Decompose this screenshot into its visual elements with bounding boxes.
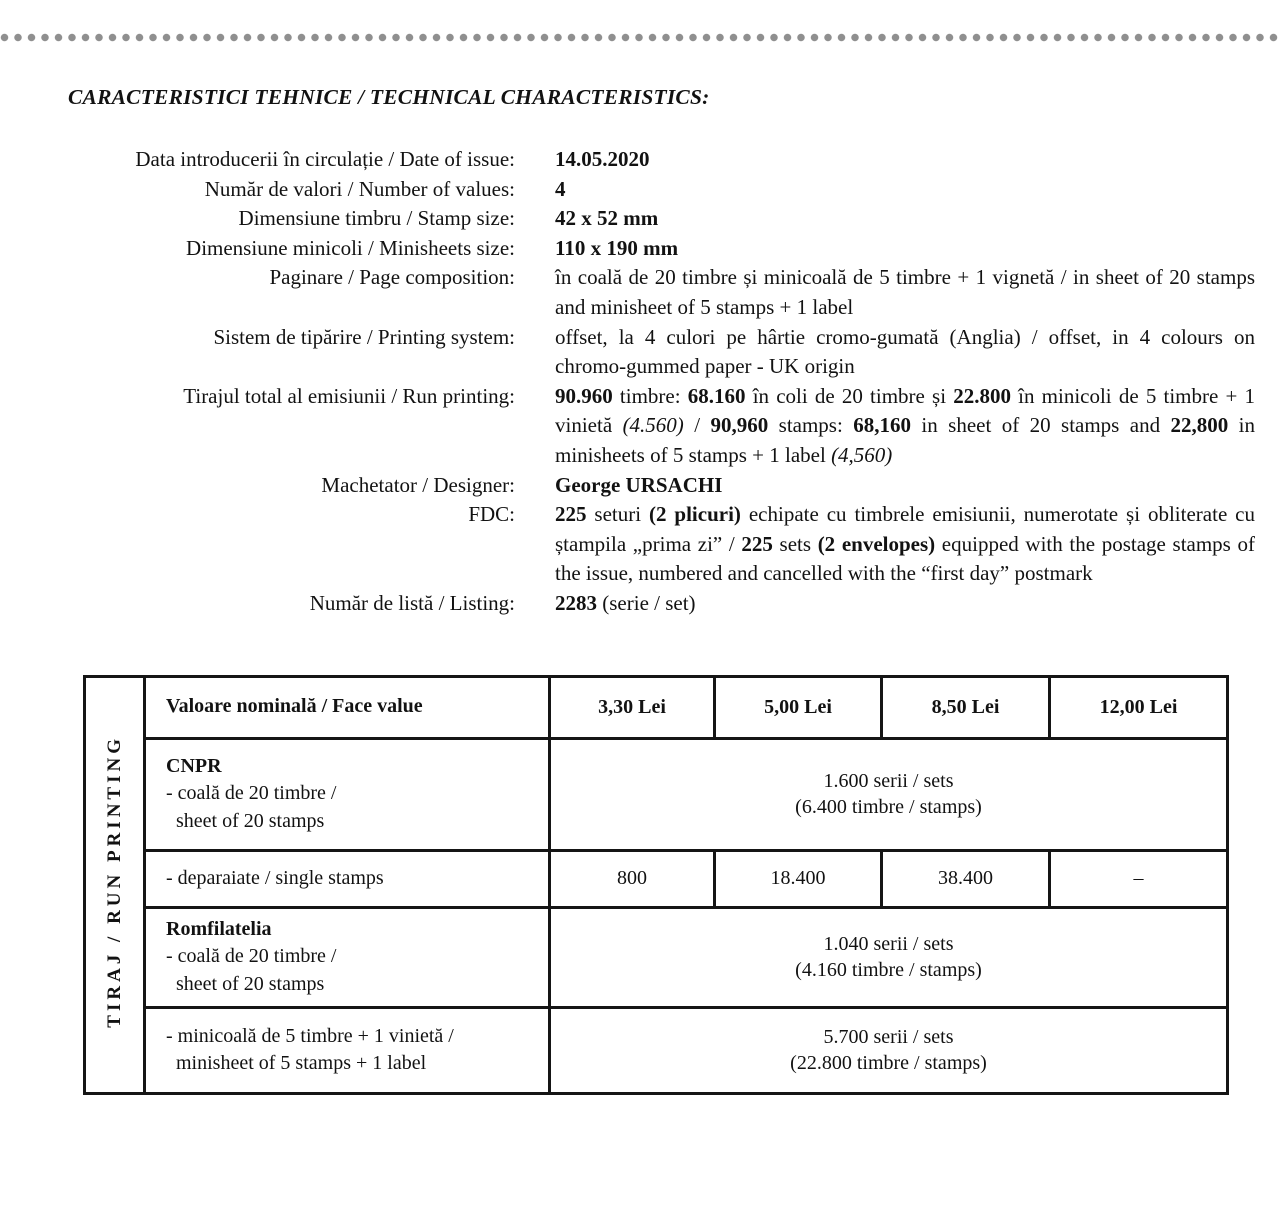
column-header-3-30-lei: 3,30 Lei xyxy=(550,676,715,738)
spec-value: 225 seturi (2 plicuri) echipate cu timbrele emisiunii, numerotate și obliterate cu ștampila „prima zi” / 225 sets (2 envelopes) equipped with the postage stamps of the issue, numbered and cancelled with the “first day” postmark xyxy=(555,502,1256,586)
cell-single-3-30: 800 xyxy=(550,850,715,907)
spec-label: Paginare / Page composition: xyxy=(269,265,515,290)
table-row-minisheet xyxy=(85,1007,1228,1093)
spec-list xyxy=(60,145,1255,619)
span-line-1: 1.600 serii / sets xyxy=(823,770,954,792)
cell-single-5-00: 18.400 xyxy=(715,850,882,907)
page-title: CARACTERISTICI TEHNICE / TECHNICAL CHARACTERISTICS: xyxy=(68,85,710,109)
spec-label: Dimensiune minicoli / Minisheets size: xyxy=(186,235,515,260)
row-value-cnpr-sheet xyxy=(550,738,1228,850)
table-side-label: TIRAJ / RUN PRINTING xyxy=(103,735,125,1028)
spec-label: Dimensiune timbru / Stamp size: xyxy=(238,206,515,231)
span-line-1: 5.700 serii / sets xyxy=(823,1026,954,1048)
spec-value: 14.05.2020 xyxy=(555,147,650,171)
span-line-1: 1.040 serii / sets xyxy=(823,933,954,955)
spec-label: FDC: xyxy=(468,502,515,527)
spec-value: George URSACHI xyxy=(555,472,723,497)
dotted-separator xyxy=(0,33,1280,42)
spec-value: în coală de 20 timbre și minicoală de 5 timbre + 1 vignetă / in sheet of 20 stamps and minisheet of 5 stamps + 1 label xyxy=(555,265,1255,319)
spec-value: 110 x 190 mm xyxy=(555,235,679,260)
spec-value: offset, la 4 culori pe hârtie cromo-gumată (Anglia) / offset, in 4 colours on chromo-gummed paper - UK origin xyxy=(555,324,1255,379)
face-value-header-cell: Valoare nominală / Face value xyxy=(145,676,550,738)
spec-label: Tirajul total al emisiunii / Run printing: xyxy=(183,383,515,408)
spec-value: 90.960 timbre: 68.160 în coli de 20 timbre și 22.800 în minicoli de 5 timbre + 1 vinietă (4.560) / 90,960 stamps: 68,160 in sheet of 20 stamps and 22,800 in minisheets of 5 stamps + 1 label (4,560) xyxy=(555,383,1256,467)
row-label-single-stamps: - deparaiate / single stamps xyxy=(145,850,550,907)
row-label-minisheet: - minicoală de 5 timbre + 1 vinietă / minisheet of 5 stamps + 1 label xyxy=(145,1007,550,1093)
table-row-romfilatelia-sheet xyxy=(85,907,1228,1007)
span-line-2: (22.800 timbre / stamps) xyxy=(790,1052,987,1074)
table-row-cnpr-sheet xyxy=(85,738,1228,850)
row-label-cnpr-sheet: CNPR - coală de 20 timbre / sheet of 20 stamps xyxy=(145,738,550,850)
cell-single-8-50: 38.400 xyxy=(882,850,1050,907)
table-header-row xyxy=(85,676,1228,738)
row-label-romfilatelia-sheet: Romfilatelia - coală de 20 timbre / sheet of 20 stamps xyxy=(145,907,550,1007)
spec-label: Data introducerii în circulație / Date of issue: xyxy=(135,147,515,171)
spec-value: 2283 (serie / set) xyxy=(555,590,696,615)
spec-label: Machetator / Designer: xyxy=(321,472,515,497)
table-side-label-cell xyxy=(85,676,145,1093)
span-line-2: (4.160 timbre / stamps) xyxy=(795,959,982,981)
column-header-12-00-lei: 12,00 Lei xyxy=(1050,676,1228,738)
spec-label: Număr de valori / Number of values: xyxy=(204,176,515,201)
row-value-romfilatelia-sheet xyxy=(550,907,1228,1007)
table-row-single-stamps xyxy=(85,850,1228,907)
column-header-8-50-lei: 8,50 Lei xyxy=(882,676,1050,738)
column-header-5-00-lei: 5,00 Lei xyxy=(715,676,882,738)
spec-label: Număr de listă / Listing: xyxy=(309,590,515,615)
cell-single-12-00: – xyxy=(1050,850,1228,907)
row-value-minisheet xyxy=(550,1007,1228,1093)
spec-label: Sistem de tipărire / Printing system: xyxy=(213,324,515,349)
spec-value: 4 xyxy=(555,176,566,201)
span-line-2: (6.400 timbre / stamps) xyxy=(795,796,982,818)
run-printing-table xyxy=(83,675,1229,1095)
spec-value: 42 x 52 mm xyxy=(555,206,659,231)
